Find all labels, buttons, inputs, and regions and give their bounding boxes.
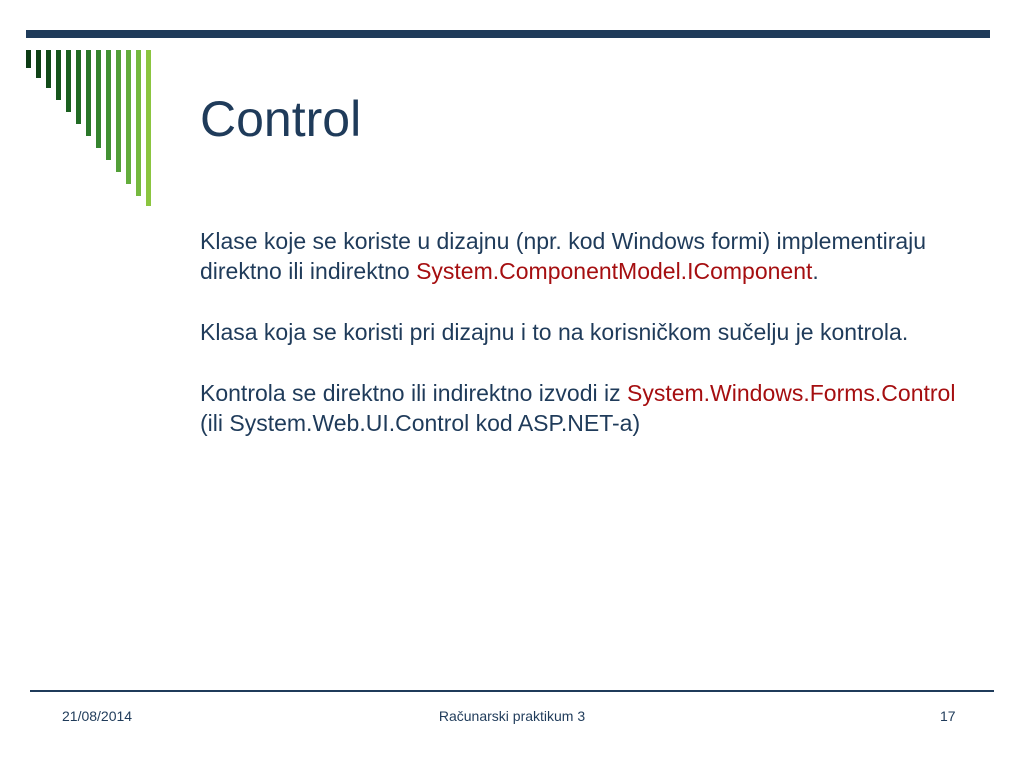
decorative-stripes [26,50,166,210]
stripe-1 [26,50,31,68]
footer-page-number: 17 [940,708,956,724]
stripe-11 [126,50,131,184]
stripe-13 [146,50,151,206]
paragraph-3-tail: (ili System.Web.UI.Control kod ASP.NET-a) [200,410,641,436]
stripe-9 [106,50,111,160]
slide-title: Control [200,91,362,147]
stripe-10 [116,50,121,172]
stripe-3 [46,50,51,88]
footer-date: 21/08/2014 [62,708,133,724]
stripe-5 [66,50,71,112]
footer-divider [30,690,994,692]
paragraph-3-highlight: System.Windows.Forms.Control [626,380,956,406]
paragraph-1-text: Klase koje se koriste u dizajnu (npr. kod Windows formi) implementiraju direktno ili indirektno [200,228,927,284]
stripe-6 [76,50,81,124]
stripe-8 [96,50,101,148]
stripe-7 [86,50,91,136]
footer-course-title: Računarski praktikum 3 [438,708,586,724]
paragraph-3 [200,378,980,438]
paragraph-2: Klasa koja se koristi pri dizajnu i to na korisničkom sučelju je kontrola. [200,319,909,345]
stripe-2 [36,50,41,78]
stripe-12 [136,50,141,196]
top-decorative-bar [26,30,990,38]
stripe-4 [56,50,61,100]
paragraph-1-tail: . [812,258,819,284]
slide-body [200,226,980,469]
paragraph-1-highlight: System.ComponentModel.IComponent [416,258,813,284]
paragraph-1 [200,226,980,286]
paragraph-3-text: Kontrola se direktno ili indirektno izvodi iz [200,380,627,406]
